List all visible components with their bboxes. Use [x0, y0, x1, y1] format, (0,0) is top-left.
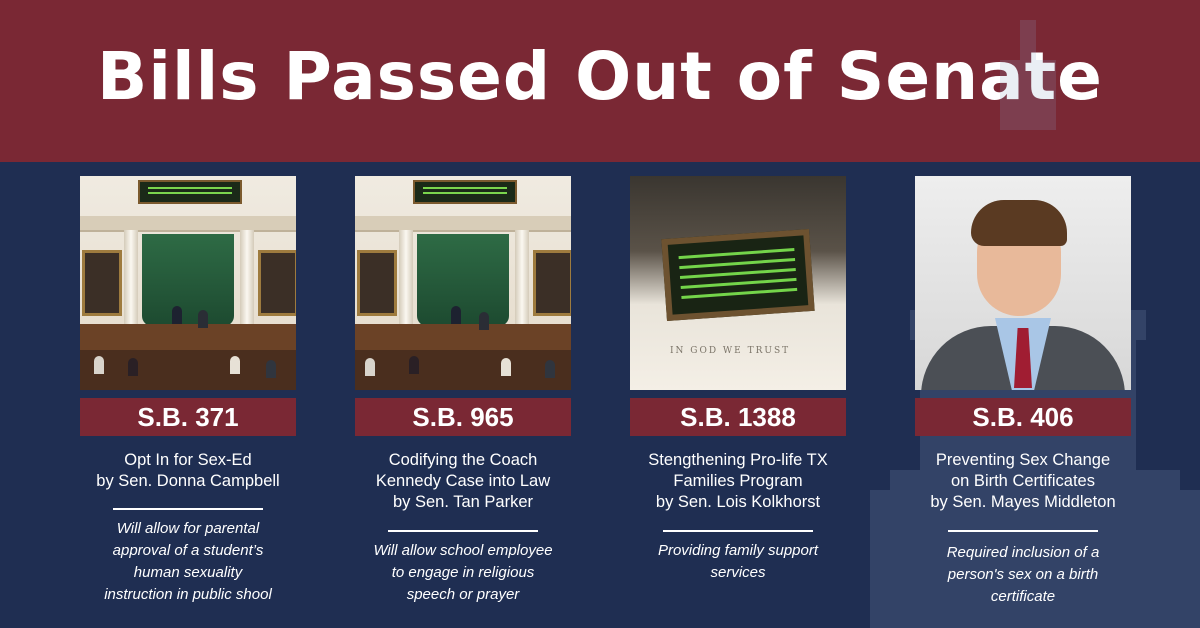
bill-number: S.B. 406 [915, 398, 1131, 436]
senate-voting-screen-photo [630, 176, 846, 390]
bill-number: S.B. 371 [80, 398, 296, 436]
senator-portrait-photo [915, 176, 1131, 390]
bill-note: Providing family support services [657, 542, 819, 581]
bill-note: Required inclusion of a person's sex on a birth certificate [946, 544, 1100, 605]
bill-description: Preventing Sex Change on Birth Certificates by Sen. Mayes Middleton [930, 451, 1116, 511]
in-god-we-trust-text: IN GOD WE TRUST [670, 346, 791, 356]
senate-chamber-photo [355, 176, 571, 390]
bill-note: Will allow school employee to engage in religious speech or prayer [373, 542, 553, 603]
bill-description: Codifying the Coach Kennedy Case into Law by Sen. Tan Parker [375, 451, 551, 511]
divider [388, 530, 538, 532]
bill-number: S.B. 965 [355, 398, 571, 436]
bill-note: Will allow for parental approval of a student’s human sexuality instruction in public shool [104, 520, 272, 603]
bill-description: Opt In for Sex-Ed by Sen. Donna Campbell [96, 451, 280, 490]
divider [113, 508, 263, 510]
bill-number: S.B. 1388 [630, 398, 846, 436]
senate-chamber-photo [80, 176, 296, 390]
divider [948, 530, 1098, 532]
divider [663, 530, 813, 532]
bill-description: Stengthening Pro-life TX Families Program by Sen. Lois Kolkhorst [648, 451, 828, 511]
page-title: Bills Passed Out of Senate [97, 38, 1103, 115]
